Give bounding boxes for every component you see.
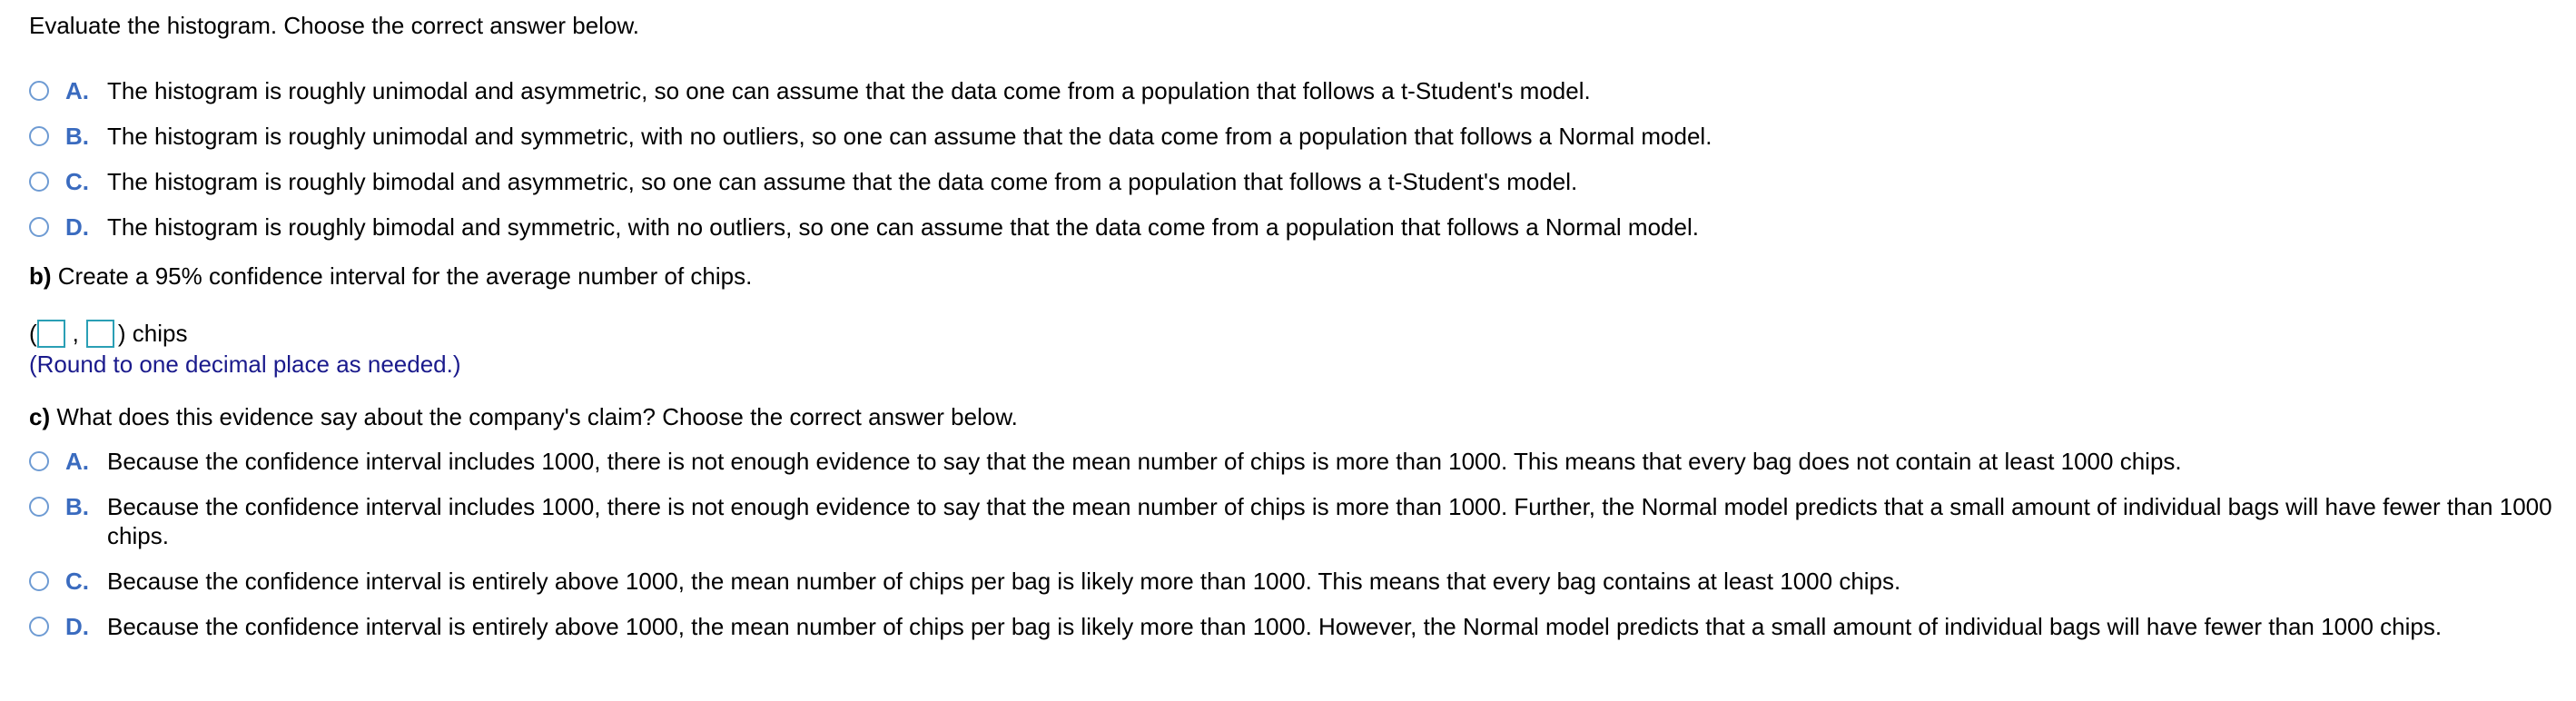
units-label: ) chips (117, 320, 188, 347)
claim-choice-b[interactable] (29, 492, 2553, 550)
choice-text: Because the confidence interval includes 1000, there is not enough evidence to say that the mean number of chips is more than 1000. Further, the Normal model predicts that a small amount of individual bags will have fewer than 1000 chips. (107, 493, 2552, 549)
choice-text: The histogram is roughly unimodal and asymmetric, so one can assume that the data come from a population that follows a t-Student's model. (107, 77, 1591, 104)
part-c-prompt: What does this evidence say about the company's claim? Choose the correct answer below. (56, 403, 1018, 430)
choice-text: Because the confidence interval is entirely above 1000, the mean number of chips per bag is likely more than 1000. This means that every bag contains at least 1000 chips. (107, 568, 1901, 595)
choice-c[interactable] (29, 167, 2553, 196)
choice-letter: C. (65, 568, 89, 595)
radio-button[interactable] (29, 81, 49, 101)
confidence-interval-input-row (29, 317, 2553, 350)
choice-text: The histogram is roughly bimodal and symmetric, with no outliers, so one can assume that the data come from a population that follows a Normal model. (107, 213, 1699, 241)
choice-letter: B. (65, 123, 89, 150)
question-prompt: Evaluate the histogram. Choose the correct answer below. (29, 12, 640, 39)
claim-choices (29, 447, 2553, 641)
choice-letter: D. (65, 613, 89, 640)
claim-choice-c[interactable] (29, 567, 2553, 596)
choice-letter: A. (65, 448, 89, 475)
choice-b[interactable] (29, 122, 2553, 151)
radio-button[interactable] (29, 172, 49, 192)
choice-letter: C. (65, 168, 89, 195)
radio-button[interactable] (29, 497, 49, 517)
lower-bound-input[interactable] (37, 320, 65, 348)
part-b-label: b) (29, 262, 52, 290)
radio-button[interactable] (29, 126, 49, 146)
upper-bound-input[interactable] (86, 320, 114, 348)
choice-text: Because the confidence interval is entirely above 1000, the mean number of chips per bag is likely more than 1000. However, the Normal model predicts that a small amount of individual bags will have fewer than 1000 chips. (107, 613, 2443, 640)
part-c-prompt-line (29, 402, 2553, 431)
part-b-prompt-line (29, 262, 2553, 291)
choice-letter: B. (65, 493, 89, 520)
claim-choice-a[interactable] (29, 447, 2553, 476)
histogram-choices (29, 76, 2553, 242)
choice-d[interactable] (29, 212, 2553, 242)
radio-button[interactable] (29, 217, 49, 237)
claim-choice-d[interactable] (29, 612, 2553, 641)
radio-button[interactable] (29, 451, 49, 471)
choice-text: The histogram is roughly unimodal and symmetric, with no outliers, so one can assume that the data come from a population that follows a Normal model. (107, 123, 1712, 150)
choice-letter: A. (65, 77, 89, 104)
choice-text: Because the confidence interval includes 1000, there is not enough evidence to say that the mean number of chips is more than 1000. This means that every bag does not contain at least 1000 chips. (107, 448, 2182, 475)
part-c-label: c) (29, 403, 51, 430)
choice-text: The histogram is roughly bimodal and asymmetric, so one can assume that the data come from a population that follows a t-Student's model. (107, 168, 1578, 195)
open-paren: ( (29, 320, 37, 347)
part-b (29, 262, 2553, 379)
radio-button[interactable] (29, 571, 49, 591)
comma-separator: , (72, 320, 79, 347)
rounding-hint: (Round to one decimal place as needed.) (29, 350, 461, 378)
part-b-prompt: Create a 95% confidence interval for the average number of chips. (57, 262, 753, 290)
question-page (29, 11, 2553, 657)
part-c (29, 402, 2553, 641)
radio-button[interactable] (29, 617, 49, 637)
choice-a[interactable] (29, 76, 2553, 105)
choice-letter: D. (65, 213, 89, 241)
